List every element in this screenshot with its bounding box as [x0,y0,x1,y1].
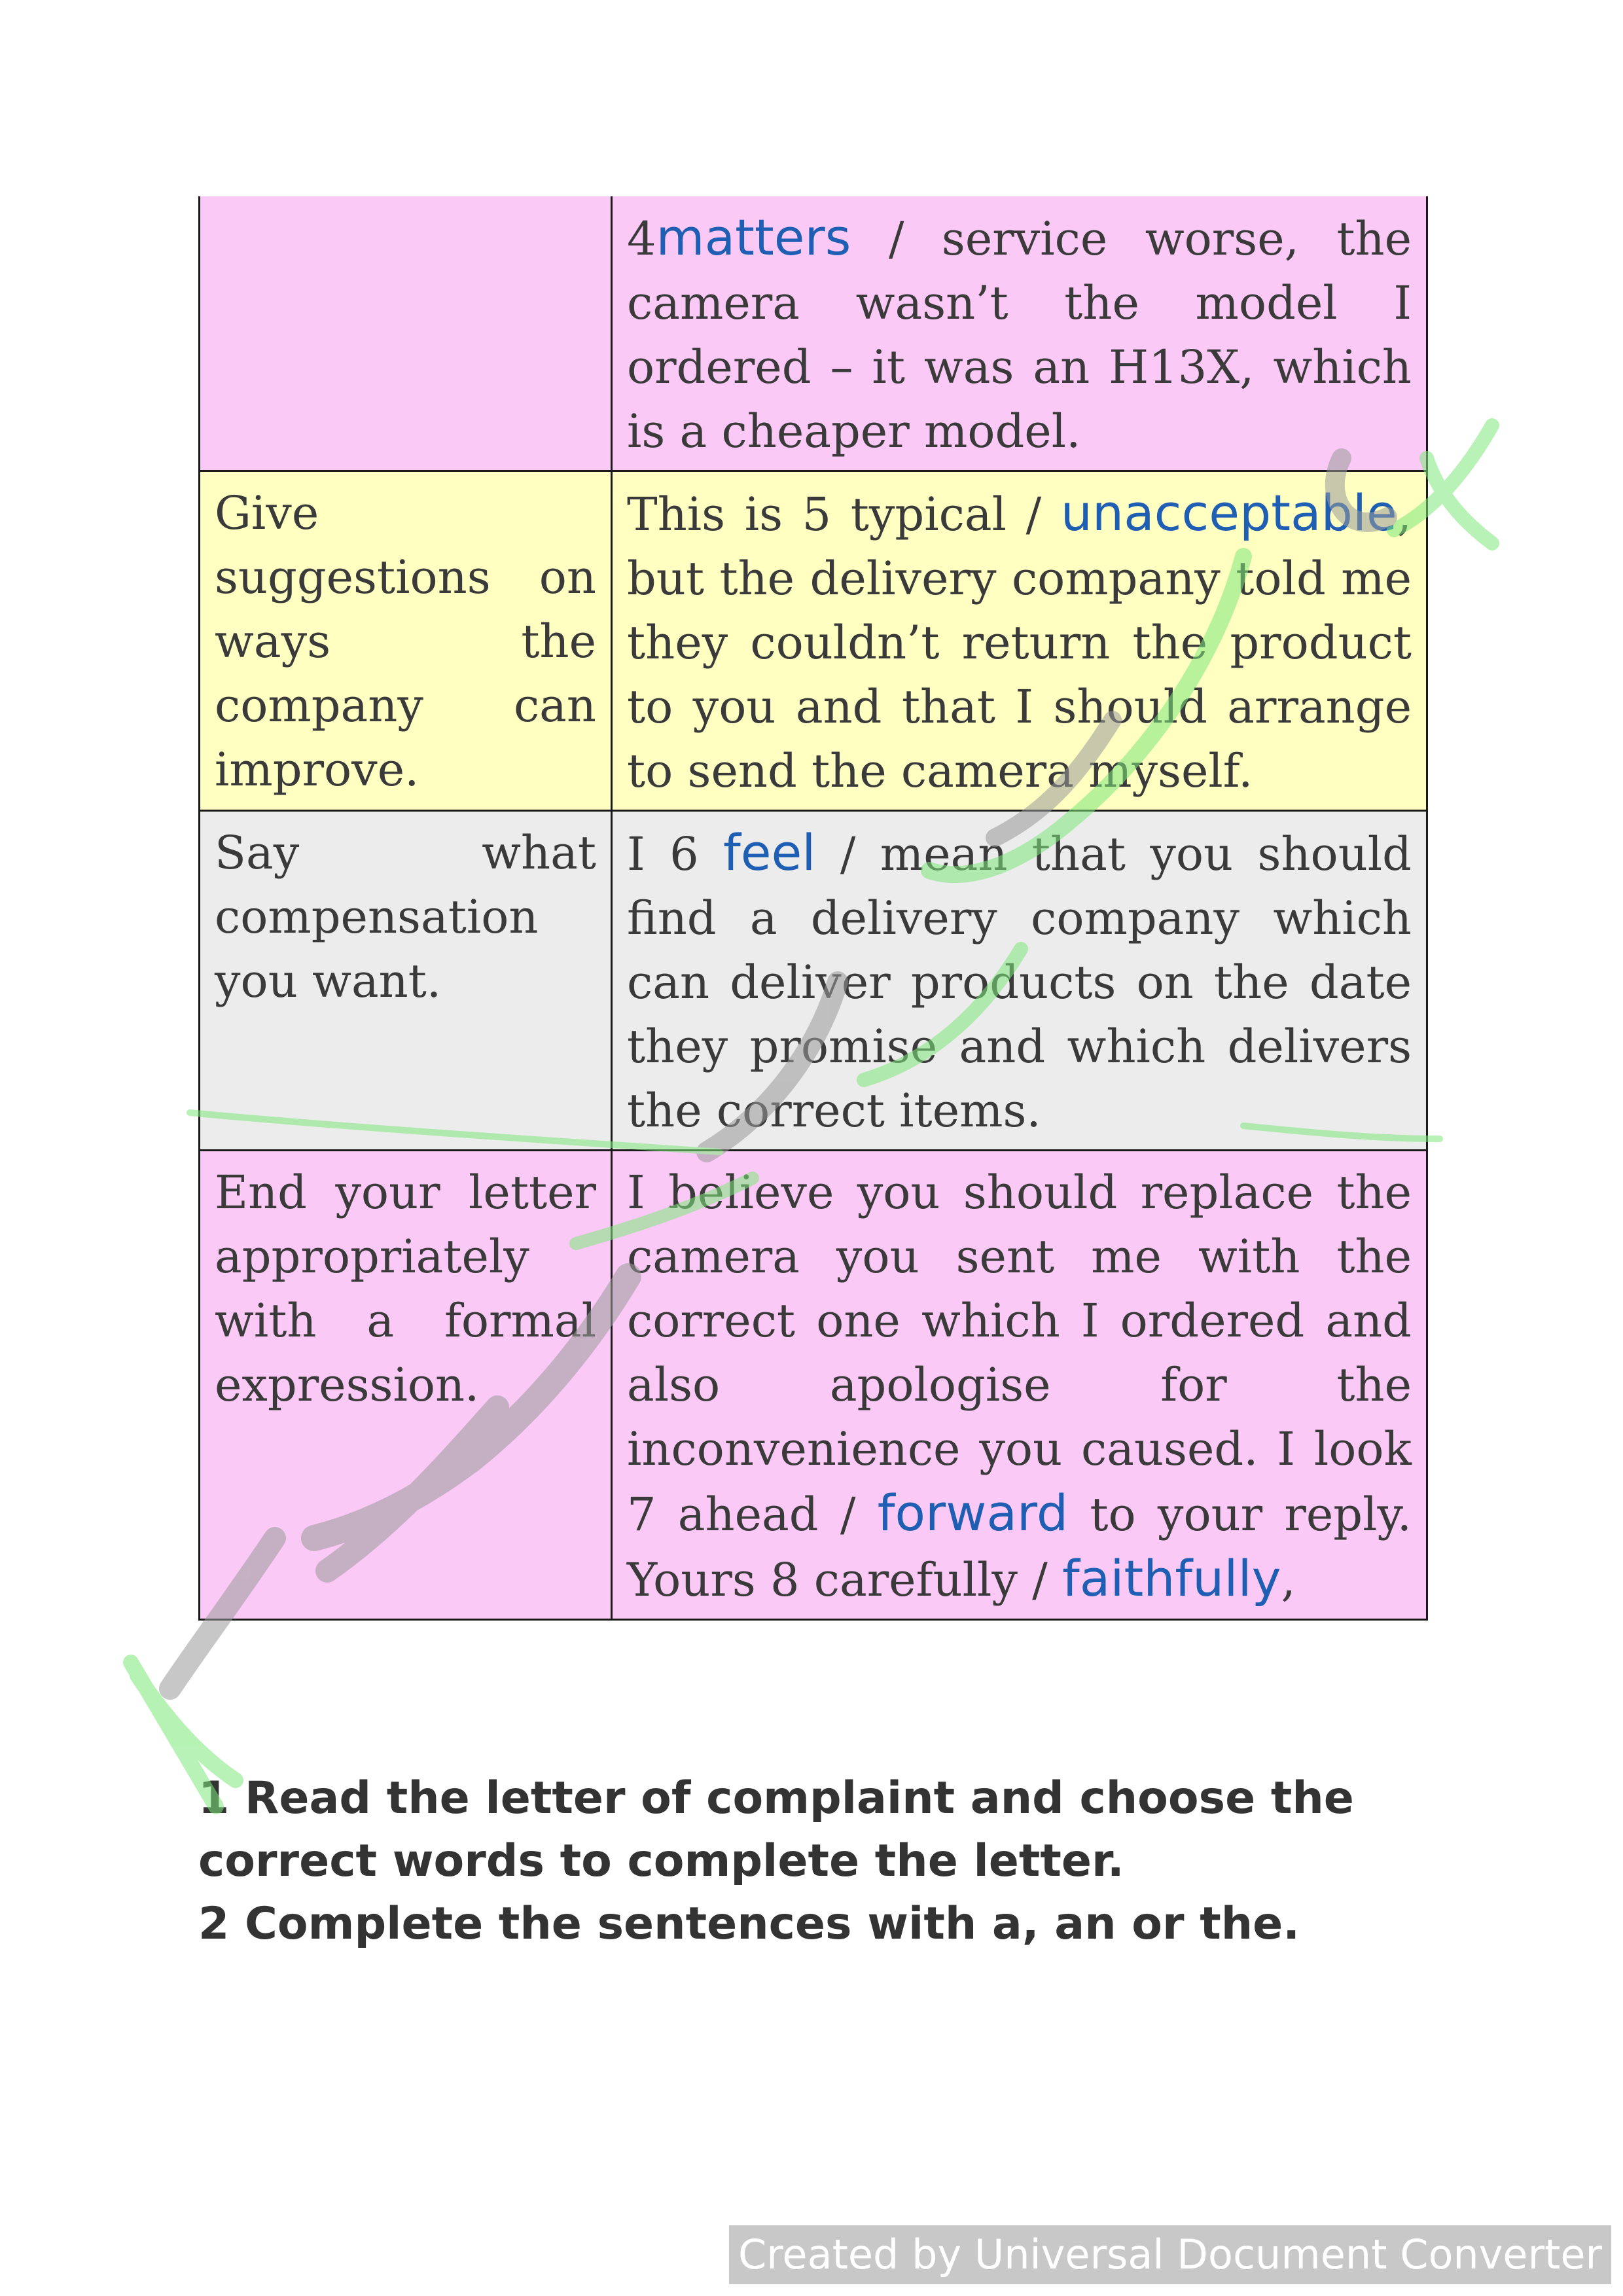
letter-text: / service worse, the camera wasn’t the model I ordered – it was an H13X, which is a cheaper model. [627,212,1412,458]
letter-text: This is 5 typical / [627,488,1061,541]
letter-text: , but the delivery company told me they couldn’t return the product to you and that I should arrange to send the camera myself. [627,488,1412,798]
exercise-instructions [198,1767,1442,1956]
complaint-letter-table [198,196,1428,1621]
letter-text-cell [612,811,1427,1151]
letter-text: / mean that you should find a delivery company which can deliver products on the date they promise and which delivers the correct items. [627,827,1412,1138]
chosen-word: matters [656,208,851,266]
chosen-word: feel [723,823,816,882]
table-row [200,196,1427,471]
instruction-line: 2 Complete the sentences with a, an or the. [198,1898,1300,1950]
table-row [200,811,1427,1151]
table-row [200,471,1427,811]
instruction-cell: End your letter appropriately with a formal expression. [200,1151,612,1620]
chosen-word: unacceptable [1060,484,1397,542]
letter-text: to your reply. Yours 8 carefully / [627,1488,1412,1607]
letter-text: I believe you should replace the camera you sent me with the correct one which I ordered and also apologise for the inconvenience you caused. I look 7 ahead / [627,1166,1412,1541]
instruction-cell: Give suggestions on ways the company can improve. [200,471,612,811]
letter-text: , [1281,1553,1296,1607]
letter-text: 4 [627,212,656,266]
chosen-word: faithfully [1062,1549,1281,1607]
chosen-word: forward [877,1484,1069,1542]
letter-text-cell [612,1151,1427,1620]
letter-text-cell [612,471,1427,811]
instruction-cell: Say what compensation you want. [200,811,612,1151]
instruction-line: 1 Read the letter of complaint and choose the [198,1772,1354,1824]
letter-text-cell [612,196,1427,471]
instruction-cell [200,196,612,471]
converter-banner: Created by Universal Document Converter [729,2225,1611,2284]
table-row [200,1151,1427,1620]
letter-text: I 6 [627,827,724,881]
instruction-line: correct words to complete the letter. [198,1835,1124,1887]
